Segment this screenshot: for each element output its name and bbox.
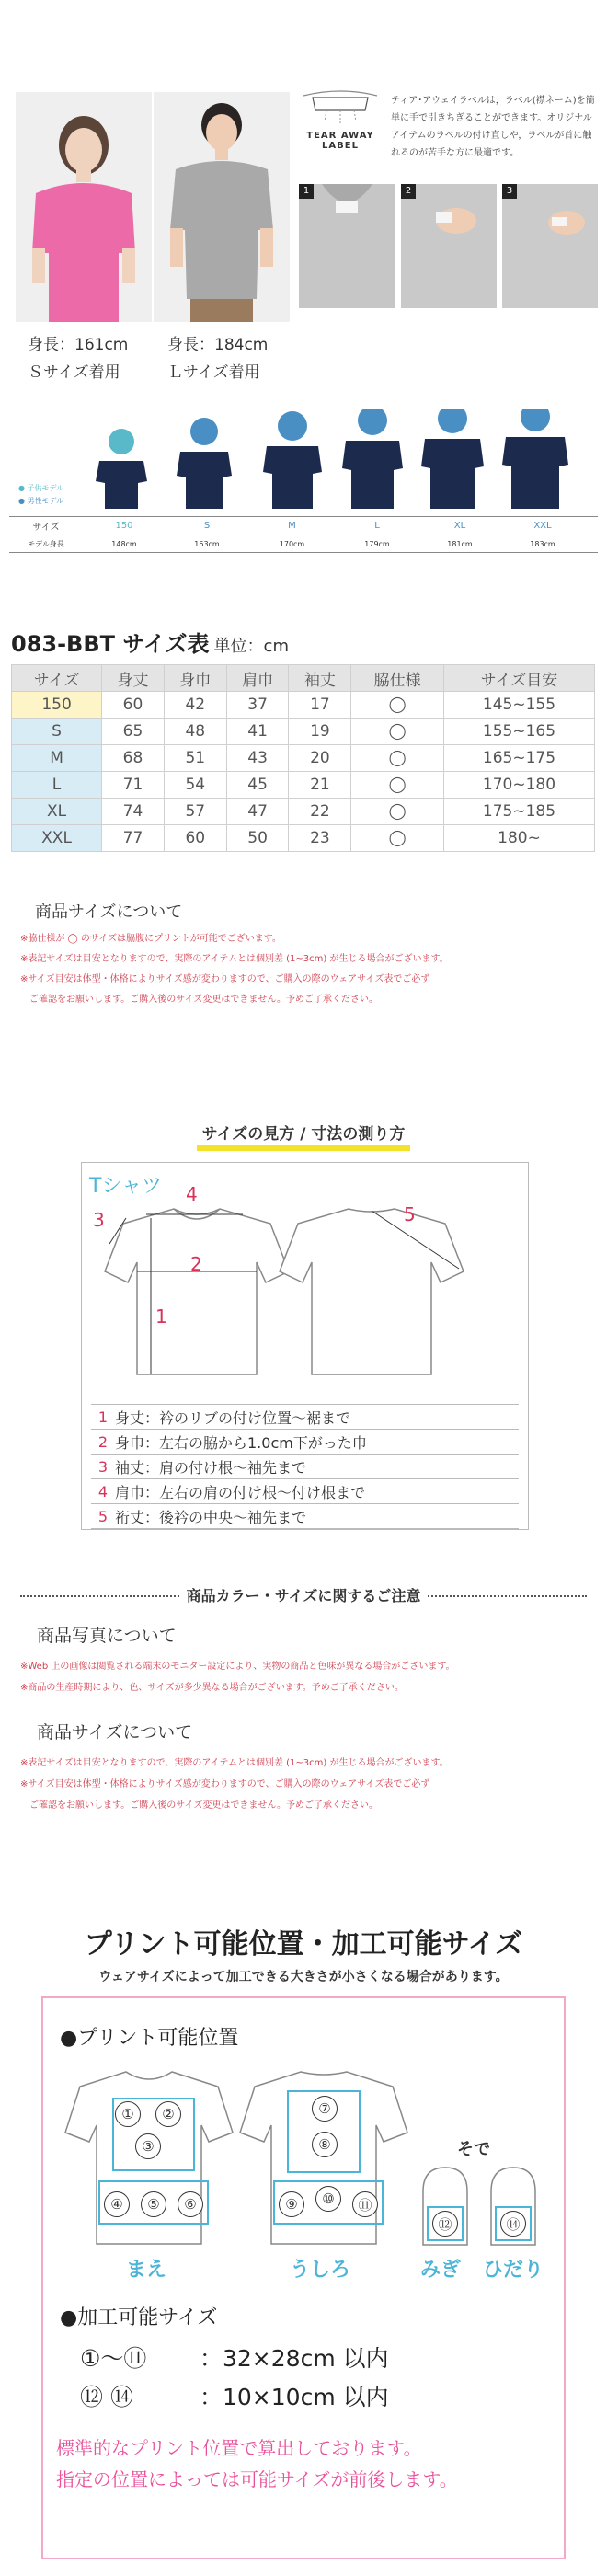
model-lineup: [0, 409, 607, 557]
list-item: 3 袖丈：肩の付け根～袖先まで: [91, 1455, 519, 1479]
step-number: 2: [401, 184, 416, 199]
measure-num-5: 5: [404, 1203, 416, 1225]
pos-8: ⑧: [312, 2132, 338, 2157]
measure-num-1: 1: [155, 1305, 167, 1328]
table-row: L 71 54 45 21 ◯ 170~180: [12, 772, 595, 799]
pos-1: ①: [115, 2101, 141, 2127]
back-label: うしろ: [290, 2259, 351, 2282]
lineup-height-row: モデル身長 148cm 163cm 170cm 179cm 181cm 183cm: [28, 539, 555, 548]
print-panel: [41, 1996, 566, 2559]
pos-14: ⑭: [500, 2211, 526, 2237]
front-label: まえ: [126, 2259, 167, 2282]
print-size-row-2: ⑫ ⑭ ：10×10cm 以内: [80, 2384, 389, 2410]
measure-title: サイズの見方 / 寸法の測り方: [0, 1121, 607, 1151]
caution-size-heading: 商品サイズについて: [37, 1722, 193, 1742]
pos-9: ⑨: [279, 2191, 304, 2217]
lineup-size-row: サイズ 150 S M L XL XXL: [32, 520, 552, 533]
pos-12: ⑫: [432, 2211, 458, 2237]
legend-male: ● 男性モデル: [18, 497, 64, 505]
table-row: XXL 77 60 50 23 ◯ 180~: [12, 825, 595, 852]
table-row: XL 74 57 47 22 ◯ 175~185: [12, 799, 595, 825]
female-model-photo: [16, 92, 152, 322]
table-row: S 65 48 41 19 ◯ 155~165: [12, 719, 595, 745]
about-size-notes: ※脇仕様が ◯ のサイズは脇腹にプリントが可能でございます。 ※表記サイズは目安となりますので、実際のアイテムとは個別差 (1~3cm) が生じる場合がございます。 ※サイズ目安は体型・体格によりサイズ感が変わりますので、ご購入の際のウェアサイズ表でご必ず ご確認をお願いします。ご購入後のサイズ変更はできません。予めご了承ください。: [20, 934, 449, 1005]
step-photo-2: [401, 184, 497, 308]
step-photo-3: [502, 184, 598, 308]
male-model-caption: 身長：184cm Ｌサイズ着用: [167, 336, 269, 382]
size-table-title: 083-BBT サイズ表 単位：cm: [11, 631, 289, 657]
list-item: 5 裄丈：後衿の中央～袖先まで: [91, 1504, 519, 1529]
pos-2: ②: [155, 2101, 181, 2127]
sleeve-label: そで: [457, 2140, 490, 2159]
caution-size-notes: ※表記サイズは目安となりますので、実際のアイテムとは個別差 (1~3cm) が生じる場合がございます。 ※サイズ目安は体型・体格によりサイズ感が変わりますので、ご購入の際のウェアサイズ表でご必ず ご確認をお願いします。ご購入後のサイズ変更はできません。予めご了承ください。: [20, 1758, 449, 1811]
pos-5: ⑤: [141, 2191, 166, 2217]
tshirt-diagram: [82, 1163, 530, 1402]
print-note: 標準的なプリント位置で算出しております。 指定の位置によっては可能サイズが前後します。: [56, 2437, 458, 2490]
right-sleeve-label: ひだり: [483, 2259, 544, 2282]
measure-num-4: 4: [186, 1183, 198, 1205]
print-size-heading: ●加工可能サイズ: [60, 2306, 218, 2329]
step-number: 1: [299, 184, 314, 199]
label-tag-line2: LABEL: [322, 141, 359, 151]
size-table-header: サイズ 身丈 身巾 肩巾 袖丈 脇仕様 サイズ目安: [12, 665, 595, 692]
pos-7: ⑦: [312, 2096, 338, 2122]
print-size-row-1: ①～⑪ ：32×28cm 以内: [80, 2345, 389, 2372]
caution-title: 商品カラー・サイズに関するご注意: [0, 1584, 607, 1605]
table-row: 150 60 42 37 17 ◯ 145~155: [12, 692, 595, 719]
list-item: 4 肩巾：左右の肩の付け根～付け根まで: [91, 1479, 519, 1504]
pos-10: ⑩: [315, 2186, 341, 2212]
pos-3: ③: [135, 2133, 161, 2159]
list-item: 2 身巾：左右の脇から1.0cm下がった巾: [91, 1430, 519, 1455]
pos-11: ⑪: [352, 2191, 378, 2217]
legend-child: ● 子供モデル: [18, 484, 64, 492]
print-subtitle: ウェアサイズによって加工できる大きさが小さくなる場合があります。: [98, 1970, 509, 1984]
label-tag-line1: TEAR AWAY: [306, 131, 374, 141]
measure-num-2: 2: [190, 1253, 202, 1275]
garment-label: Tシャツ: [89, 1175, 162, 1198]
about-size-heading: 商品サイズについて: [35, 903, 183, 922]
print-position-heading: ●プリント可能位置: [60, 2027, 239, 2050]
tear-away-description: ティア･アウェイラベルは，ラベル(襟ネーム)を簡単に手で引きちぎることができます。オリジナルアイテムのラベルの付け直しや，ラベルが首に触れるのが苦手な方に最適です。: [391, 96, 595, 158]
male-model-photo: [154, 92, 290, 322]
pos-4: ④: [104, 2191, 130, 2217]
left-sleeve-label: みぎ: [420, 2259, 462, 2282]
print-title: プリント可能位置・加工可能サイズ: [84, 1928, 523, 1961]
tear-away-label-tag: [299, 88, 382, 167]
table-row: M 68 51 43 20 ◯ 165~175: [12, 745, 595, 772]
step-number: 3: [502, 184, 517, 199]
lineup-silhouettes: [0, 409, 607, 515]
step-photo-1: [299, 184, 395, 308]
photo-notes: ※Web 上の画像は閲覧される端末のモニター設定により、実物の商品と色味が異なる場合がございます。 ※商品の生産時期により、色、サイズが多少異なる場合がございます。予めご了承ください。: [20, 1662, 455, 1693]
female-model-caption: 身長：161cm Ｓサイズ着用: [28, 336, 129, 382]
measure-num-3: 3: [93, 1209, 105, 1231]
measure-list: [91, 1404, 519, 1529]
size-table: [11, 664, 595, 852]
photo-heading: 商品写真について: [37, 1626, 177, 1646]
list-item: 1 身丈：衿のリブの付け位置～裾まで: [91, 1405, 519, 1430]
pos-6: ⑥: [178, 2191, 203, 2217]
measure-panel: [81, 1162, 529, 1530]
